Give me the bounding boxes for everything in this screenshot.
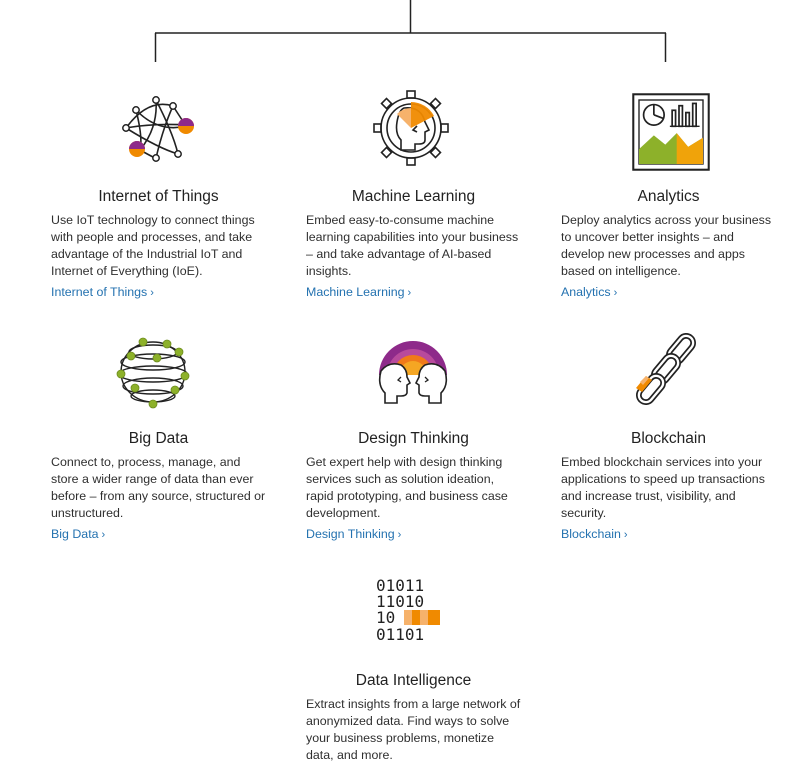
link-label: Blockchain xyxy=(561,527,621,541)
iot-link[interactable] xyxy=(51,285,154,299)
card-title: Design Thinking xyxy=(358,430,469,447)
chevron-right-icon: › xyxy=(613,287,618,299)
card-blockchain xyxy=(561,330,776,550)
analytics-dashboard-icon xyxy=(631,92,711,172)
machine-learning-link[interactable] xyxy=(306,285,411,299)
card-machine-learning xyxy=(306,88,521,308)
card-description: Connect to, process, manage, and store a wider range of data than ever before – from any source, structured or unstructured. xyxy=(51,455,266,520)
blockchain-links-icon xyxy=(626,330,706,410)
chevron-right-icon: › xyxy=(623,529,628,541)
link-label: Design Thinking xyxy=(306,527,395,541)
design-thinking-link[interactable] xyxy=(306,527,401,541)
link-label: Internet of Things xyxy=(51,285,148,299)
analytics-link[interactable] xyxy=(561,285,617,299)
card-description: Embed blockchain services into your applications to speed up transactions and increase trust, visibility, and security. xyxy=(561,455,765,520)
card-description: Use IoT technology to connect things with people and processes, and take advantage of the Industrial IoT and Internet of Everything (IoE). xyxy=(51,213,255,278)
card-data-intelligence xyxy=(306,572,521,781)
binary-row: 01011 xyxy=(376,576,425,595)
card-title: Internet of Things xyxy=(98,188,219,205)
binary-row: 01101 xyxy=(376,625,425,644)
card-title: Blockchain xyxy=(631,430,706,447)
card-description: Extract insights from a large network of anonymized data. Find ways to solve your business problems, monetize data, and more. xyxy=(306,697,521,762)
link-label: Big Data xyxy=(51,527,99,541)
binary-row: 10 xyxy=(376,608,396,627)
iot-network-icon xyxy=(118,88,198,168)
card-analytics xyxy=(561,88,776,308)
card-description: Embed easy-to-consume machine learning capabilities into your business – and take advantage of AI-based insights. xyxy=(306,213,519,278)
card-title: Analytics xyxy=(637,188,700,205)
blockchain-link[interactable] xyxy=(561,527,628,541)
card-description: Deploy analytics across your business to uncover better insights – and develop new processes and apps based on intelligence. xyxy=(561,213,772,278)
machine-learning-gear-head-icon xyxy=(371,88,451,168)
card-title: Machine Learning xyxy=(351,188,476,205)
big-data-link[interactable] xyxy=(51,527,105,541)
card-internet-of-things xyxy=(51,88,266,308)
binary-row: 11010 xyxy=(376,592,425,611)
link-label: Analytics xyxy=(561,285,611,299)
data-intelligence-binary-icon xyxy=(374,575,444,647)
chevron-right-icon: › xyxy=(407,287,412,299)
design-thinking-heads-icon xyxy=(373,335,453,415)
link-label: Machine Learning xyxy=(306,285,405,299)
card-title: Big Data xyxy=(128,430,189,447)
chevron-right-icon: › xyxy=(397,529,402,541)
chevron-right-icon: › xyxy=(150,287,154,299)
card-title: Data Intelligence xyxy=(355,672,472,689)
card-description: Get expert help with design thinking services such as solution ideation, rapid prototyping, and business case development. xyxy=(306,455,508,520)
big-data-sphere-icon xyxy=(113,332,193,412)
chevron-right-icon: › xyxy=(101,529,106,541)
card-design-thinking xyxy=(306,330,521,550)
card-big-data xyxy=(51,330,266,550)
tree-connector-lines xyxy=(0,0,808,70)
